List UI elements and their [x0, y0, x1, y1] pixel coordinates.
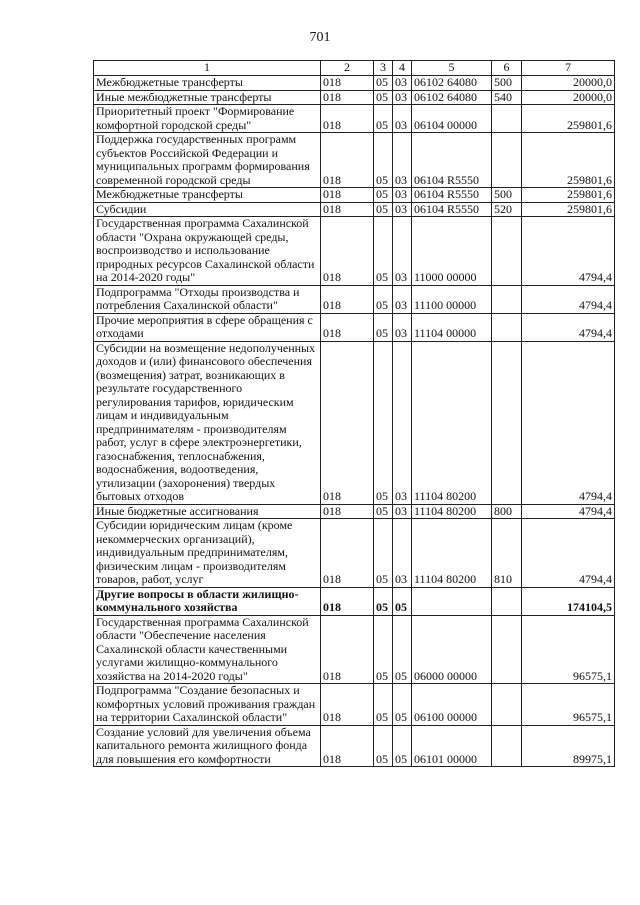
row-name-cell: Субсидии на возмещение недополученных доходов и (или) финансового обеспечения (возмещения) затрат, возникающих в результате государственного регулирования тарифов, юридическим лицам и индивидуальным предпринимателям - производителям работ, услуг в сфере электроэнергетики, газоснабжения, теплоснабжения, водоснабжения, водоотведения, утилизации (захоронения) твердых бытовых отходов	[94, 341, 321, 504]
row-code-cell: 018	[321, 285, 374, 313]
row-amount-cell: 259801,6	[522, 133, 615, 188]
table-row	[94, 725, 615, 767]
row-subsection-cell: 03	[393, 313, 412, 341]
row-code-cell: 018	[321, 217, 374, 286]
row-name-cell: Другие вопросы в области жилищно-коммунального хозяйства	[94, 587, 321, 615]
row-section-cell: 05	[374, 105, 393, 133]
row-code-cell: 018	[321, 341, 374, 504]
table-row	[94, 615, 615, 684]
row-expense-type-cell	[492, 341, 522, 504]
row-amount-cell: 174104,5	[522, 587, 615, 615]
row-amount-cell: 20000,0	[522, 76, 615, 91]
row-section-cell: 05	[374, 202, 393, 217]
row-amount-cell: 259801,6	[522, 188, 615, 203]
row-target-cell: 11104 80200	[412, 341, 492, 504]
row-target-cell: 11100 00000	[412, 285, 492, 313]
row-expense-type-cell	[492, 684, 522, 726]
row-target-cell: 06000 00000	[412, 615, 492, 684]
row-amount-cell: 89975,1	[522, 725, 615, 767]
row-section-cell: 05	[374, 684, 393, 726]
row-target-cell	[412, 587, 492, 615]
row-name-cell: Подпрограмма "Отходы производства и потребления Сахалинской области"	[94, 285, 321, 313]
row-subsection-cell: 03	[393, 285, 412, 313]
table-row	[94, 341, 615, 504]
row-expense-type-cell	[492, 133, 522, 188]
row-expense-type-cell	[492, 615, 522, 684]
row-section-cell: 05	[374, 133, 393, 188]
row-amount-cell: 96575,1	[522, 615, 615, 684]
row-code-cell: 018	[321, 188, 374, 203]
row-section-cell: 05	[374, 519, 393, 588]
row-section-cell: 05	[374, 341, 393, 504]
row-name-cell: Иные межбюджетные трансферты	[94, 90, 321, 105]
row-section-cell: 05	[374, 188, 393, 203]
row-target-cell: 11104 00000	[412, 313, 492, 341]
row-expense-type-cell: 540	[492, 90, 522, 105]
row-subsection-cell: 03	[393, 519, 412, 588]
table-row	[94, 76, 615, 91]
table-row	[94, 684, 615, 726]
row-expense-type-cell	[492, 285, 522, 313]
column-header: 2	[321, 61, 374, 76]
table-row	[94, 313, 615, 341]
row-name-cell: Субсидии	[94, 202, 321, 217]
row-expense-type-cell: 800	[492, 504, 522, 519]
row-subsection-cell: 05	[393, 587, 412, 615]
row-subsection-cell: 03	[393, 133, 412, 188]
row-name-cell: Межбюджетные трансферты	[94, 188, 321, 203]
page-number: 701	[309, 30, 331, 45]
row-expense-type-cell	[492, 105, 522, 133]
row-subsection-cell: 05	[393, 725, 412, 767]
row-code-cell: 018	[321, 587, 374, 615]
row-expense-type-cell	[492, 587, 522, 615]
row-amount-cell: 4794,4	[522, 217, 615, 286]
row-target-cell: 06104 R5550	[412, 133, 492, 188]
table-row	[94, 504, 615, 519]
row-section-cell: 05	[374, 615, 393, 684]
row-code-cell: 018	[321, 202, 374, 217]
row-code-cell: 018	[321, 615, 374, 684]
row-target-cell: 06102 64080	[412, 90, 492, 105]
row-code-cell: 018	[321, 504, 374, 519]
row-subsection-cell: 05	[393, 615, 412, 684]
table-row	[94, 188, 615, 203]
row-expense-type-cell: 500	[492, 188, 522, 203]
row-code-cell: 018	[321, 133, 374, 188]
table-row	[94, 90, 615, 105]
row-section-cell: 05	[374, 90, 393, 105]
row-amount-cell: 259801,6	[522, 202, 615, 217]
table-row	[94, 519, 615, 588]
row-name-cell: Приоритетный проект "Формирование комфортной городской среды"	[94, 105, 321, 133]
row-amount-cell: 20000,0	[522, 90, 615, 105]
row-name-cell: Межбюджетные трансферты	[94, 76, 321, 91]
row-target-cell: 11104 80200	[412, 519, 492, 588]
row-name-cell: Создание условий для увеличения объема капитального ремонта жилищного фонда для повышения его комфортности	[94, 725, 321, 767]
row-code-cell: 018	[321, 313, 374, 341]
row-amount-cell: 4794,4	[522, 504, 615, 519]
row-section-cell: 05	[374, 217, 393, 286]
row-section-cell: 05	[374, 504, 393, 519]
row-subsection-cell: 05	[393, 684, 412, 726]
column-header: 4	[393, 61, 412, 76]
row-subsection-cell: 03	[393, 90, 412, 105]
row-target-cell: 06104 R5550	[412, 202, 492, 217]
budget-table	[93, 60, 615, 767]
column-header: 7	[522, 61, 615, 76]
row-subsection-cell: 03	[393, 217, 412, 286]
row-name-cell: Иные бюджетные ассигнования	[94, 504, 321, 519]
column-header: 6	[492, 61, 522, 76]
row-expense-type-cell	[492, 217, 522, 286]
row-name-cell: Прочие мероприятия в сфере обращения с отходами	[94, 313, 321, 341]
table-row	[94, 587, 615, 615]
column-header: 1	[94, 61, 321, 76]
row-expense-type-cell	[492, 313, 522, 341]
row-target-cell: 06100 00000	[412, 684, 492, 726]
row-amount-cell: 259801,6	[522, 105, 615, 133]
row-section-cell: 05	[374, 285, 393, 313]
table-header-row	[94, 61, 615, 76]
row-expense-type-cell	[492, 725, 522, 767]
row-expense-type-cell: 500	[492, 76, 522, 91]
row-amount-cell: 4794,4	[522, 313, 615, 341]
row-amount-cell: 4794,4	[522, 519, 615, 588]
row-target-cell: 06102 64080	[412, 76, 492, 91]
row-expense-type-cell: 520	[492, 202, 522, 217]
row-target-cell: 06104 00000	[412, 105, 492, 133]
row-subsection-cell: 03	[393, 76, 412, 91]
row-target-cell: 06104 R5550	[412, 188, 492, 203]
row-subsection-cell: 03	[393, 188, 412, 203]
row-section-cell: 05	[374, 76, 393, 91]
row-name-cell: Государственная программа Сахалинской области "Обеспечение населения Сахалинской области качественными услугами жилищно-коммунального хозяйства на 2014-2020 годы"	[94, 615, 321, 684]
row-target-cell: 06101 00000	[412, 725, 492, 767]
row-target-cell: 11000 00000	[412, 217, 492, 286]
row-expense-type-cell: 810	[492, 519, 522, 588]
row-section-cell: 05	[374, 313, 393, 341]
table-row	[94, 202, 615, 217]
row-code-cell: 018	[321, 76, 374, 91]
row-name-cell: Субсидии юридическим лицам (кроме некоммерческих организаций), индивидуальным предпринимателям, физическим лицам - производителям товаров, работ, услуг	[94, 519, 321, 588]
table-row	[94, 105, 615, 133]
row-target-cell: 11104 80200	[412, 504, 492, 519]
row-code-cell: 018	[321, 519, 374, 588]
table-row	[94, 285, 615, 313]
row-amount-cell: 4794,4	[522, 285, 615, 313]
row-subsection-cell: 03	[393, 341, 412, 504]
row-code-cell: 018	[321, 105, 374, 133]
row-section-cell: 05	[374, 587, 393, 615]
row-code-cell: 018	[321, 90, 374, 105]
row-code-cell: 018	[321, 725, 374, 767]
table-row	[94, 133, 615, 188]
row-name-cell: Государственная программа Сахалинской области "Охрана окружающей среды, воспроизводство и использование природных ресурсов Сахалинской области на 2014-2020 годы"	[94, 217, 321, 286]
row-amount-cell: 96575,1	[522, 684, 615, 726]
row-section-cell: 05	[374, 725, 393, 767]
row-subsection-cell: 03	[393, 202, 412, 217]
row-subsection-cell: 03	[393, 504, 412, 519]
column-header: 3	[374, 61, 393, 76]
row-subsection-cell: 03	[393, 105, 412, 133]
row-code-cell: 018	[321, 684, 374, 726]
table-row	[94, 217, 615, 286]
column-header: 5	[412, 61, 492, 76]
row-name-cell: Поддержка государственных программ субъектов Российской Федерации и муниципальных программ формирования современной городской среды	[94, 133, 321, 188]
row-name-cell: Подпрограмма "Создание безопасных и комфортных условий проживания граждан на территории Сахалинской области"	[94, 684, 321, 726]
row-amount-cell: 4794,4	[522, 341, 615, 504]
